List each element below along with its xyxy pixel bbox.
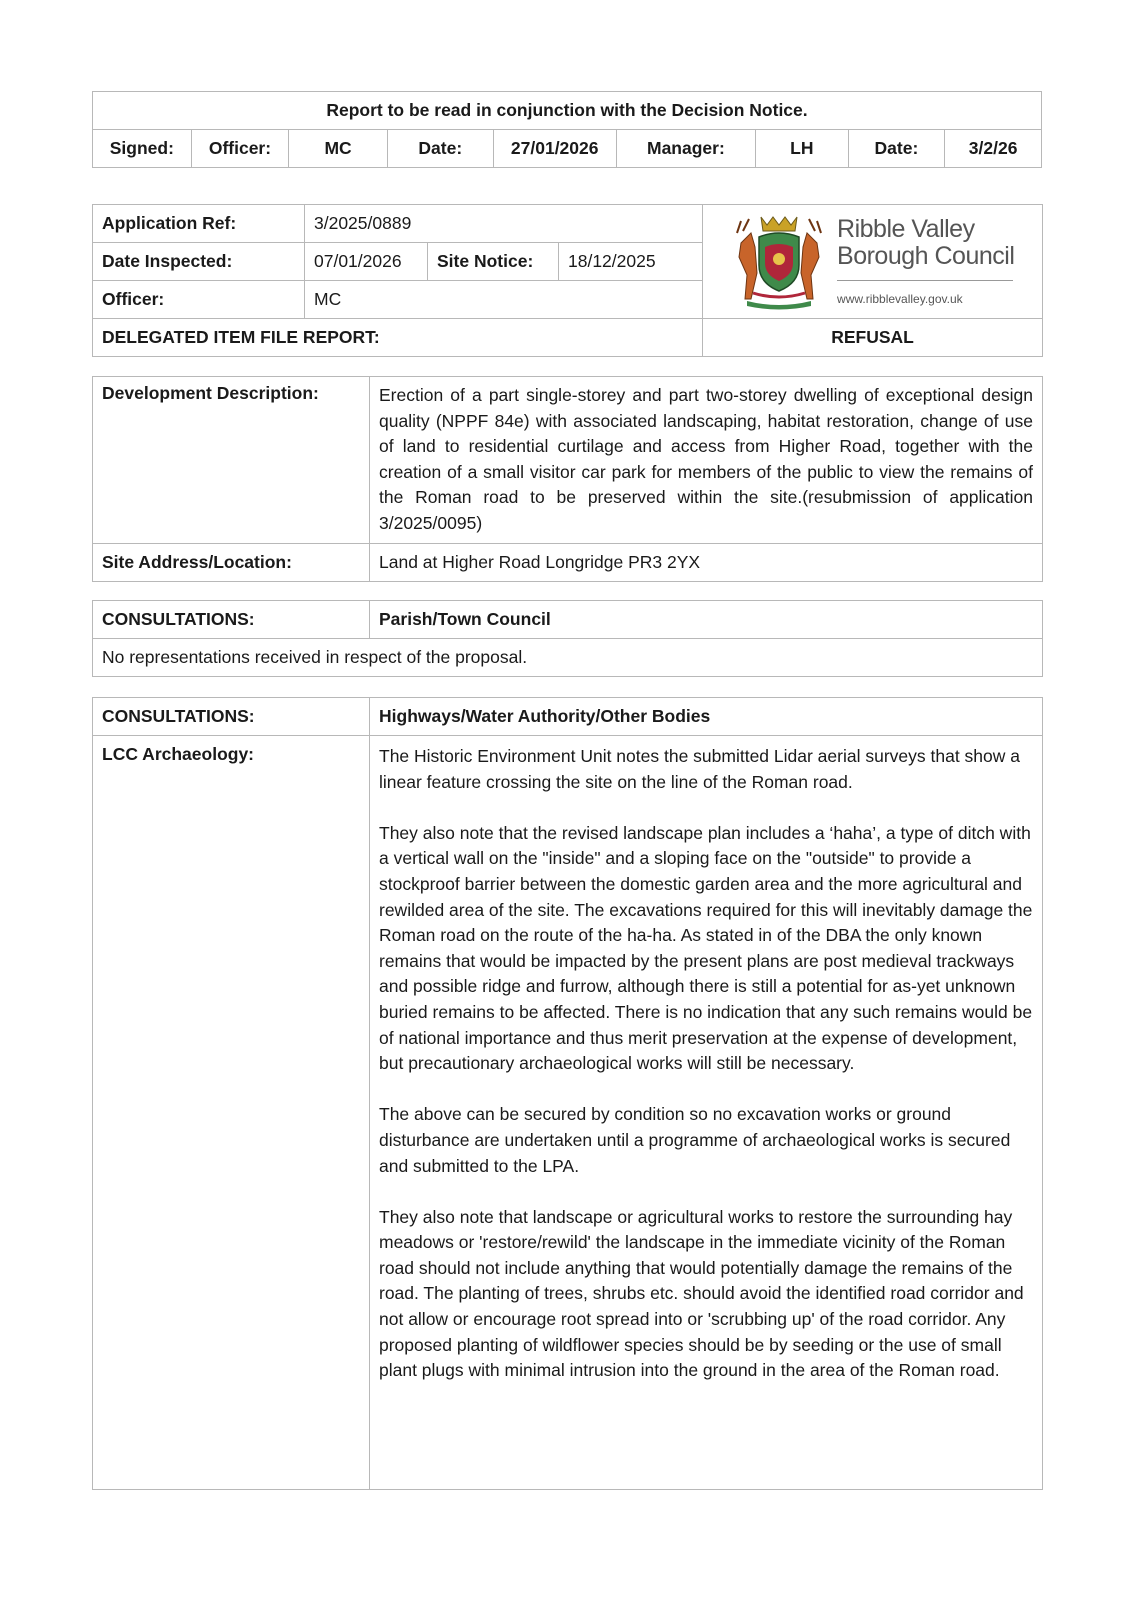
case-officer-label: Officer: xyxy=(93,281,305,319)
parish-consultations-label: CONSULTATIONS: xyxy=(93,601,370,639)
manager-initials: LH xyxy=(756,130,849,168)
development-description-label: Development Description: xyxy=(93,377,370,544)
date-inspected-value: 07/01/2026 xyxy=(305,243,428,281)
development-table xyxy=(92,376,1043,582)
consultee-response xyxy=(370,736,1043,1490)
parish-consultation-table xyxy=(92,600,1043,677)
response-paragraph-2: They also note that the revised landscape plan includes a ‘haha’, a type of ditch with a vertical wall on the "inside" and a sloping face on the "outside" to provide a stockproof barrier between the domestic garden area and the more agricultural and rewilded area of the site. The excavations required for this will inevitably damage the Roman road on the route of the ha-ha. As stated in of the DBA the only known remains that would be impacted by the present plans are post medieval trackways and possible ridge and furrow, although there is still a potential for as-yet unknown buried remains to be affected. There is no indication that any such remains would be of national importance and thus merit preservation at the expense of development, but precautionary archaeological works will still be necessary. xyxy=(379,822,1033,1074)
council-crest-icon xyxy=(731,213,827,311)
other-bodies-consultation-table xyxy=(92,697,1043,1490)
site-notice-label: Site Notice: xyxy=(428,243,559,281)
other-bodies-heading: Highways/Water Authority/Other Bodies xyxy=(370,698,1043,736)
delegated-report-label: DELEGATED ITEM FILE REPORT: xyxy=(93,319,703,357)
date-label-manager: Date: xyxy=(848,130,945,168)
response-paragraph-3: The above can be secured by condition so no excavation works or ground disturbance are undertaken until a programme of archaeological works is secured and submitted to the LPA. xyxy=(379,1104,1011,1176)
site-address-label: Site Address/Location: xyxy=(93,544,370,582)
date-inspected-label: Date Inspected: xyxy=(93,243,305,281)
case-officer-value: MC xyxy=(305,281,703,319)
date-value-manager: 3/2/26 xyxy=(945,130,1042,168)
signed-label: Signed: xyxy=(93,130,192,168)
council-website: www.ribblevalley.gov.uk xyxy=(837,292,963,306)
consultations-label: CONSULTATIONS: xyxy=(93,698,370,736)
consultee-label: LCC Archaeology: xyxy=(93,736,370,1490)
council-logo xyxy=(703,205,1043,319)
response-paragraph-1: The Historic Environment Unit notes the submitted Lidar aerial surveys that show a linear feature crossing the site on the line of the Roman road. xyxy=(379,746,1020,792)
council-logo-divider xyxy=(837,280,1013,281)
parish-response: No representations received in respect of the proposal. xyxy=(93,639,1043,677)
officer-label: Officer: xyxy=(191,130,289,168)
parish-council-heading: Parish/Town Council xyxy=(370,601,1043,639)
date-value-officer: 27/01/2026 xyxy=(493,130,616,168)
council-name-line1: Ribble Valley xyxy=(837,215,975,243)
date-label-officer: Date: xyxy=(387,130,493,168)
application-ref-label: Application Ref: xyxy=(93,205,305,243)
response-paragraph-4: They also note that landscape or agricultural works to restore the surrounding hay meadows or 'restore/rewild' the landscape in the immediate vicinity of the Roman road should not include anything that would potentially damage the remains of the road. The planting of trees, shrubs etc. should avoid the identified road corridor and not allow or encourage root spread into or 'scrubbing up' of the road corridor. Any proposed planting of wildflower species should be by seeding or the use of small plant plugs with minimal intrusion into the ground in the area of the Roman road. xyxy=(379,1206,1024,1381)
site-address: Land at Higher Road Longridge PR3 2YX xyxy=(370,544,1043,582)
application-details-table xyxy=(92,204,1043,357)
decision-value: REFUSAL xyxy=(703,319,1043,357)
report-notice-title: Report to be read in conjunction with the Decision Notice. xyxy=(93,92,1042,130)
application-ref-value: 3/2025/0889 xyxy=(305,205,703,243)
manager-label: Manager: xyxy=(616,130,755,168)
officer-initials: MC xyxy=(289,130,388,168)
signature-table xyxy=(92,91,1042,168)
council-name-line2: Borough Council xyxy=(837,242,1015,270)
site-notice-value: 18/12/2025 xyxy=(559,243,703,281)
development-description: Erection of a part single-storey and part two-storey dwelling of exceptional design quality (NPPF 84e) with associated landscaping, habitat restoration, change of use of land to residential curtilage and access from Higher Road, together with the creation of a small visitor car park for members of the public to view the remains of the Roman road to be preserved within the site.(resubmission of application 3/2025/0095) xyxy=(370,377,1043,544)
